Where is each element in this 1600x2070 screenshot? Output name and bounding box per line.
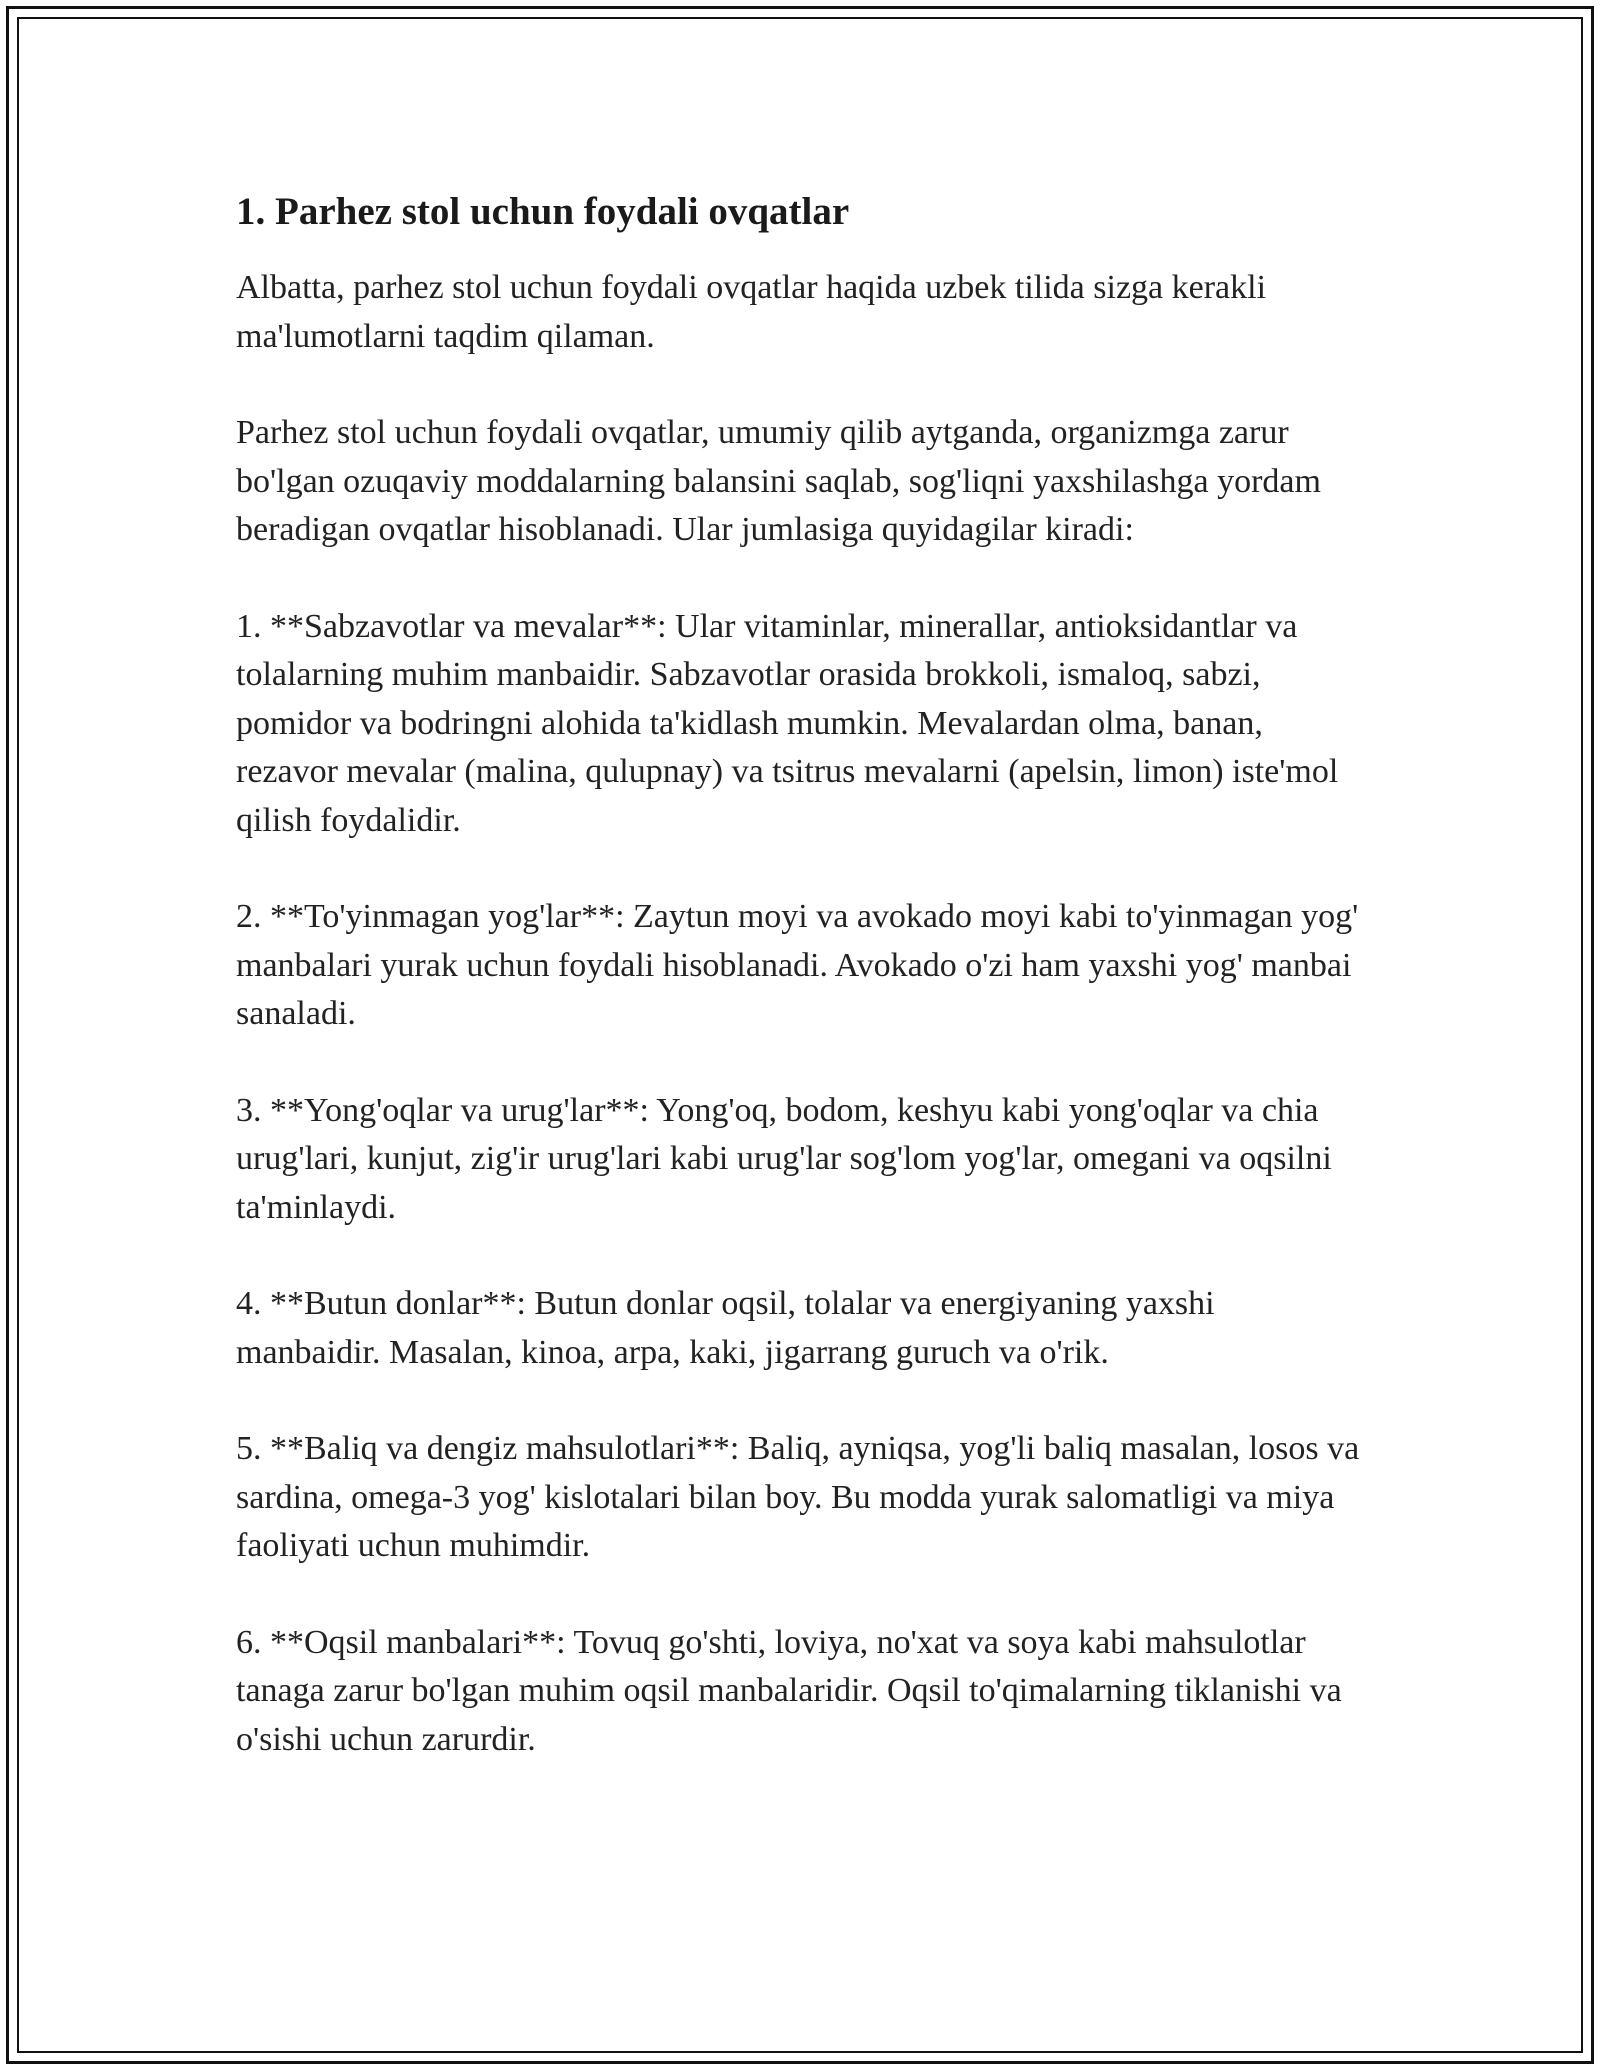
list-item-whole-grains: 4. **Butun donlar**: Butun donlar oqsil, tolalar va energiyaning yaxshi manbaidir. Masalan, kinoa, arpa, kaki, jigarrang guruch va o'rik. [236, 1285, 1215, 1371]
list-item-unsaturated-fats: 2. **To'yinmagan yog'lar**: Zaytun moyi va avokado moyi kabi to'yinmagan yog' manbalari yurak uchun foydali hisoblanadi. Avokado o'zi ham yaxshi yog' manbai sanaladi. [236, 898, 1359, 1032]
document-title: 1. Parhez stol uchun foydali ovqatlar [236, 190, 850, 233]
list-item-vegetables-fruits: 1. **Sabzavotlar va mevalar**: Ular vitaminlar, minerallar, antioksidantlar va tolalarning muhim manbaidir. Sabzavotlar orasida brokkoli, ismaloq, sabzi, pomidor va bodringni alohida ta'kidlash mumkin. Mevalardan olma, banan, rezavor mevalar (malina, qulupnay) va tsitrus mevalarni (apelsin, limon) iste'mol qilish foydalidir. [236, 607, 1339, 839]
list-item-fish-seafood: 5. **Baliq va dengiz mahsulotlari**: Baliq, ayniqsa, yog'li baliq masalan, losos va sardina, omega-3 yog' kislotalari bilan boy. Bu modda yurak salomatligi va miya faoliyati uchun muhimdir. [236, 1430, 1360, 1564]
intro-paragraph: Albatta, parhez stol uchun foydali ovqatlar haqida uzbek tilida sizga kerakli ma'lumotlarni taqdim qilaman. [236, 269, 1267, 355]
list-item-protein-sources: 6. **Oqsil manbalari**: Tovuq go'shti, loviya, no'xat va soya kabi mahsulotlar tanaga zarur bo'lgan muhim oqsil manbalaridir. Oqsil to'qimalarning tiklanishi va o'sishi uchun zarurdir. [236, 1623, 1342, 1758]
overview-paragraph: Parhez stol uchun foydali ovqatlar, umumiy qilib aytganda, organizmga zarur bo'lgan ozuqaviy moddalarning balansini saqlab, sog'liqni yaxshilashga yordam beradigan ovqatlar hisoblanadi. Ular jumlasiga quyidagilar kiradi: [236, 414, 1321, 548]
list-item-nuts-seeds: 3. **Yong'oqlar va urug'lar**: Yong'oq, bodom, keshyu kabi yong'oqlar va chia urug'lari, kunjut, zig'ir urug'lari kabi urug'lar sog'lom yog'lar, omegani va oqsilni ta'minlaydi. [236, 1091, 1332, 1226]
document-body [236, 186, 1366, 1812]
